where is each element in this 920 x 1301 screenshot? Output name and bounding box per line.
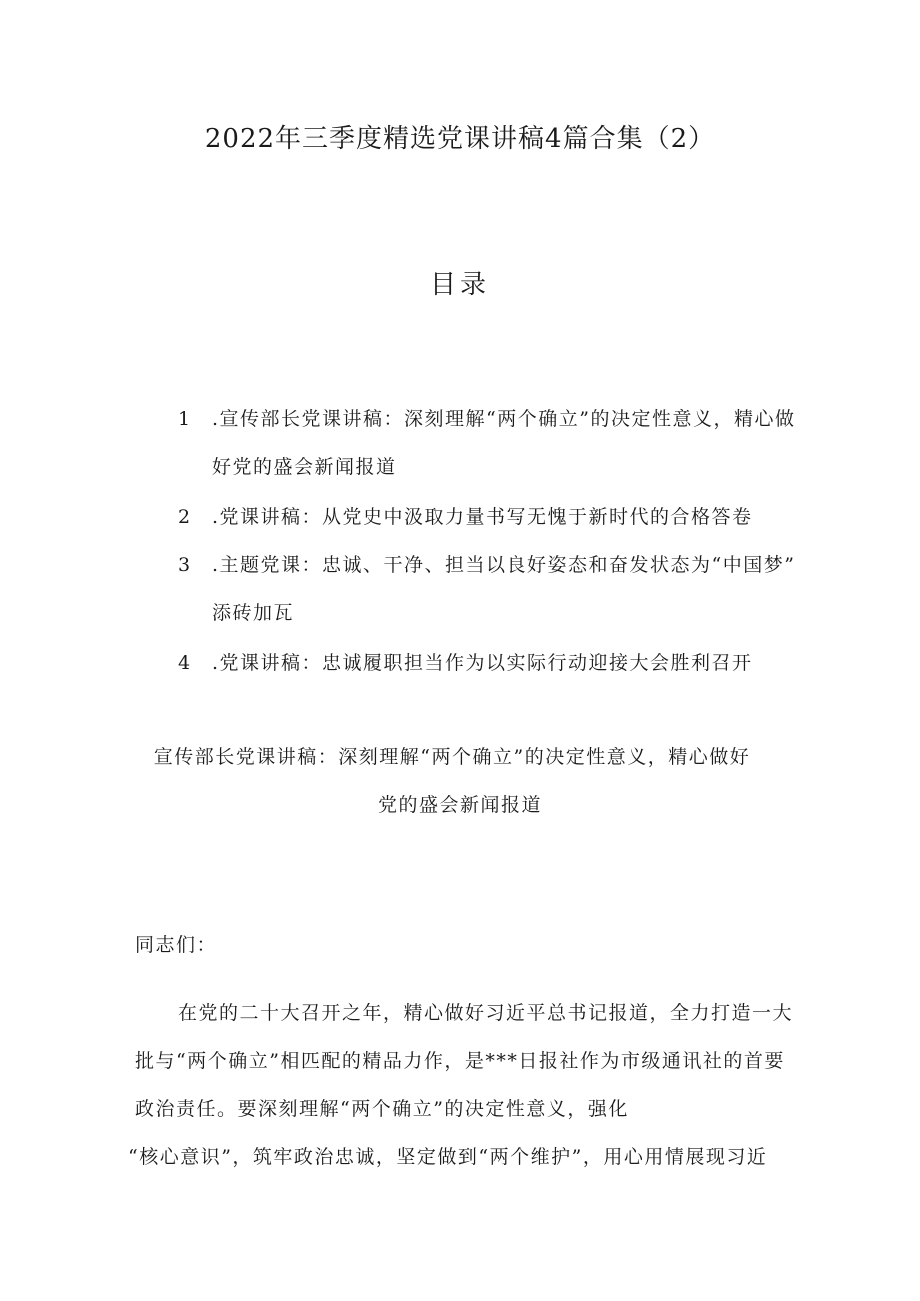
- toc-item-3-continued[interactable]: 添砖加瓦: [212, 602, 295, 624]
- body-line: 批与“两个确立”相匹配的精品力作，是***日报社作为市级通讯社的首要: [135, 1050, 785, 1072]
- toc-item-2[interactable]: [178, 502, 753, 529]
- body-line: 在党的二十大召开之年，精心做好习近平总书记报道，全力打造一大: [178, 1002, 794, 1024]
- toc-item-text: .主题党课：忠诚、干净、担当以良好姿态和奋发状态为“中国梦”: [212, 554, 796, 576]
- document-title: 2022年三季度精选党课讲稿4篇合集（2）: [204, 124, 716, 154]
- toc-item-number: 2: [178, 506, 192, 528]
- toc-item-text: .党课讲稿：从党史中汲取力量书写无愧于新时代的合格答卷: [212, 506, 753, 528]
- salutation: 同志们：: [135, 934, 218, 956]
- section-title-line-1: 宣传部长党课讲稿：深刻理解“两个确立”的决定性意义，精心做好: [153, 746, 751, 768]
- toc-item-text: .党课讲稿：忠诚履职担当作为以实际行动迎接大会胜利召开: [212, 652, 753, 674]
- toc-item-number: 3: [178, 554, 192, 576]
- body-line: “核心意识”，筑牢政治忠诚，坚定做到“两个维护”，用心用情展现习近: [128, 1146, 768, 1168]
- toc-item-4[interactable]: [178, 648, 753, 675]
- toc-heading: 目录: [429, 270, 490, 300]
- toc-item-1-continued[interactable]: 好党的盛会新闻报道: [212, 456, 397, 478]
- toc-item-1[interactable]: [178, 404, 795, 431]
- section-title-line-2: 党的盛会新闻报道: [377, 794, 542, 816]
- toc-item-number: 4: [178, 652, 192, 674]
- toc-item-text: .宣传部长党课讲稿：深刻理解“两个确立”的决定性意义，精心做: [212, 408, 796, 430]
- body-line: 政治责任。要深刻理解“两个确立”的决定性意义，强化: [135, 1098, 629, 1120]
- toc-item-3[interactable]: [178, 550, 795, 577]
- toc-item-number: 1: [178, 408, 192, 430]
